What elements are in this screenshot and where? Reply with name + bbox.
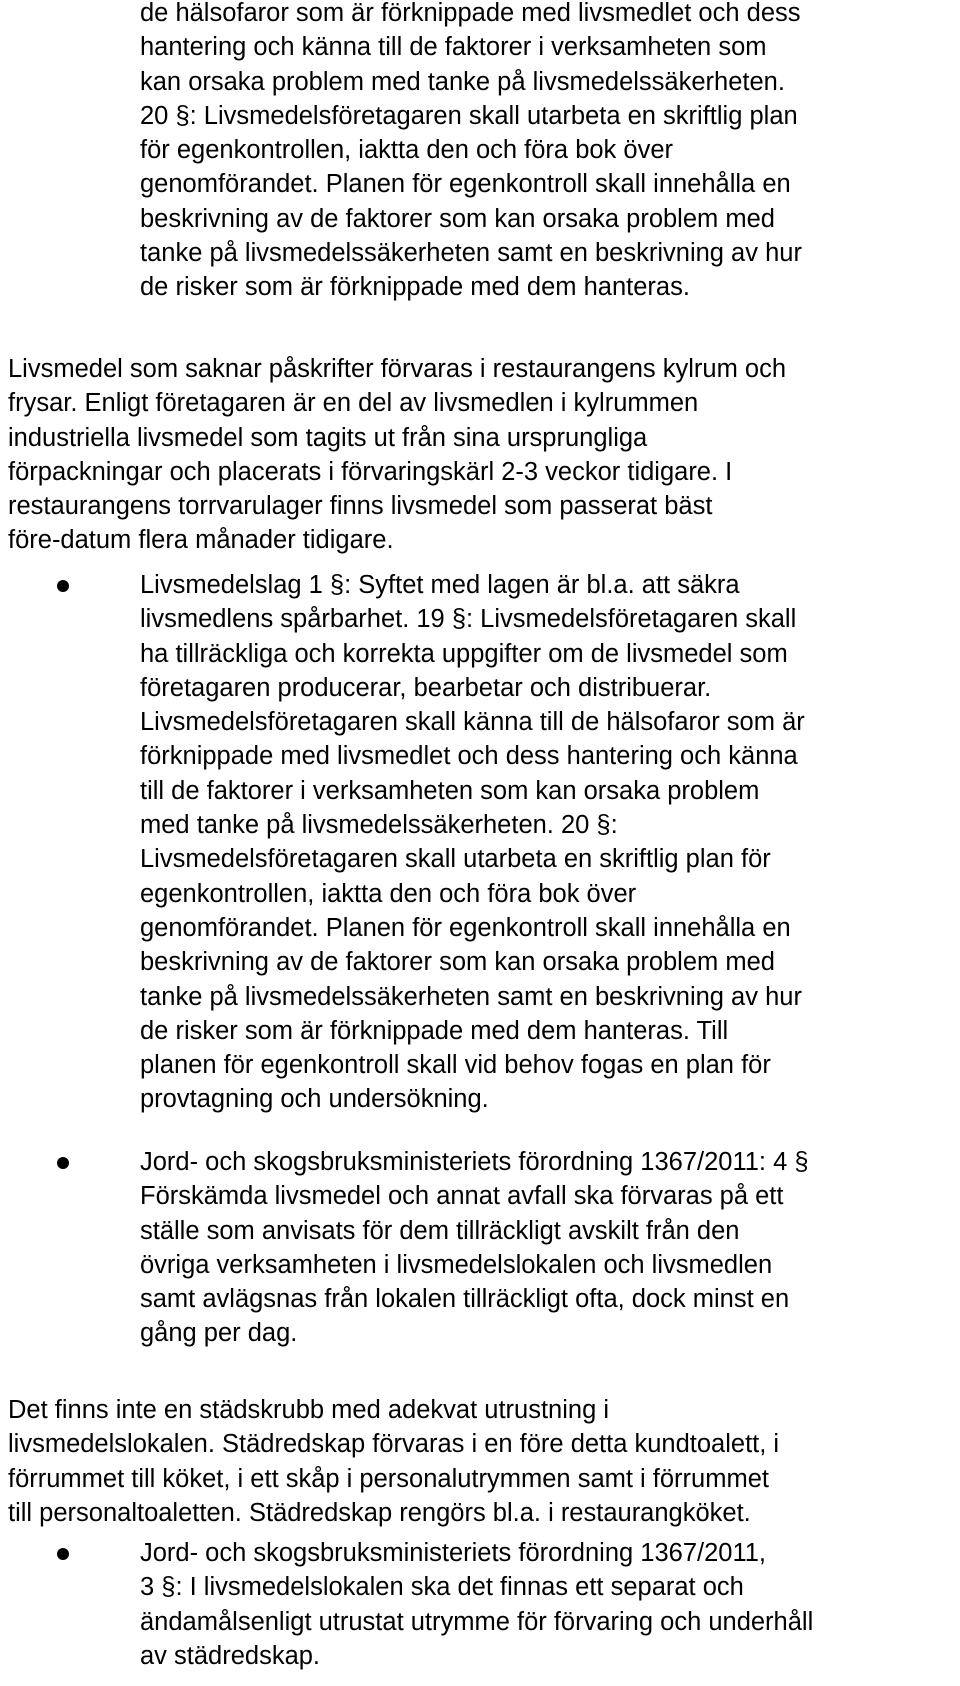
continued-bullet-text: de hälsofaror som är förknippade med livsmedlet och dess hantering och känna till de faktorer i verksamheten som kan orsaka problem med tanke på livsmedelssäkerheten. 20 §: Livsmedelsföretagaren skall utarbeta en skriftlig plan för egenkontrollen, iaktta den och föra bok över genomförandet. Planen för egenkontroll skall innehålla en beskrivning av de faktorer som kan orsaka problem med tanke på livsmedelssäkerheten samt en beskrivning av hur de risker som är förknippade med dem hanteras. [140, 0, 802, 302]
list-item-text: Jord- och skogsbruksministeriets förordning 1367/2011: 4 § Förskämda livsmedel och annat avfall ska förvaras på ett ställe som anvisats för dem tillräckligt avskilt från den övriga verksamheten i livsmedelslokalen och livsmedlen samt avlägsnas från lokalen tillräckligt ofta, dock minst en gång per dag. [140, 1148, 809, 1348]
paragraph-cleaning-observation: Det finns inte en städskrubb med adekvat utrustning i livsmedelslokalen. Städredskap förvaras i en före detta kundtoalett, i förrummet till köket, i ett skåp i personalutrymmen samt i förrummet till personaltoaletten. Städredskap rengörs bl.a. i restaurangköket. [8, 1396, 780, 1527]
list-item-text: Jord- och skogsbruksministeriets förordning 1367/2011, 3 §: I livsmedelslokalen ska det finnas ett separat och ändamålsenligt utrustat utrymme för förvaring och underhåll av städredskap. [140, 1539, 814, 1670]
list-item-text: Livsmedelslag 1 §: Syftet med lagen är bl.a. att säkra livsmedlens spårbarhet. 19 §: Livsmedelsföretagaren skall ha tillräckliga och korrekta uppgifter om de livsmedel som företagaren producerar, bearbetar och distribuerar. Livsmedelsföretagaren skall känna till de hälsofaror som är förknippade med livsmedlet och dess hantering och känna till de faktorer i verksamheten som kan orsaka problem med tanke på livsmedelssäkerheten. 20 §: Livsmedelsföretagaren skall utarbeta en skriftlig plan för egenkontrollen, iaktta den och föra bok över genomförandet. Planen för egenkontroll skall innehålla en beskrivning av de faktorer som kan orsaka problem med tanke på livsmedelssäkerheten samt en beskrivning av hur de risker som är förknippade med dem hanteras. Till planen för egenkontroll skall vid behov fogas en plan för provtagning och undersökning. [140, 571, 805, 1114]
paragraph-labeling-observation: Livsmedel som saknar påskrifter förvaras i restaurangens kylrum och frysar. Enligt företagaren är en del av livsmedlen i kylrummen industriella livsmedel som tagits ut från sina ursprungliga förpackningar och placerats i förvaringskärl 2-3 veckor tidigare. I restaurangens torrvarulager finns livsmedel som passerat bäst före-datum flera månader tidigare. [8, 355, 787, 555]
bullet-icon [57, 580, 69, 592]
bullet-icon [57, 1157, 69, 1169]
bullet-icon [57, 1548, 69, 1560]
